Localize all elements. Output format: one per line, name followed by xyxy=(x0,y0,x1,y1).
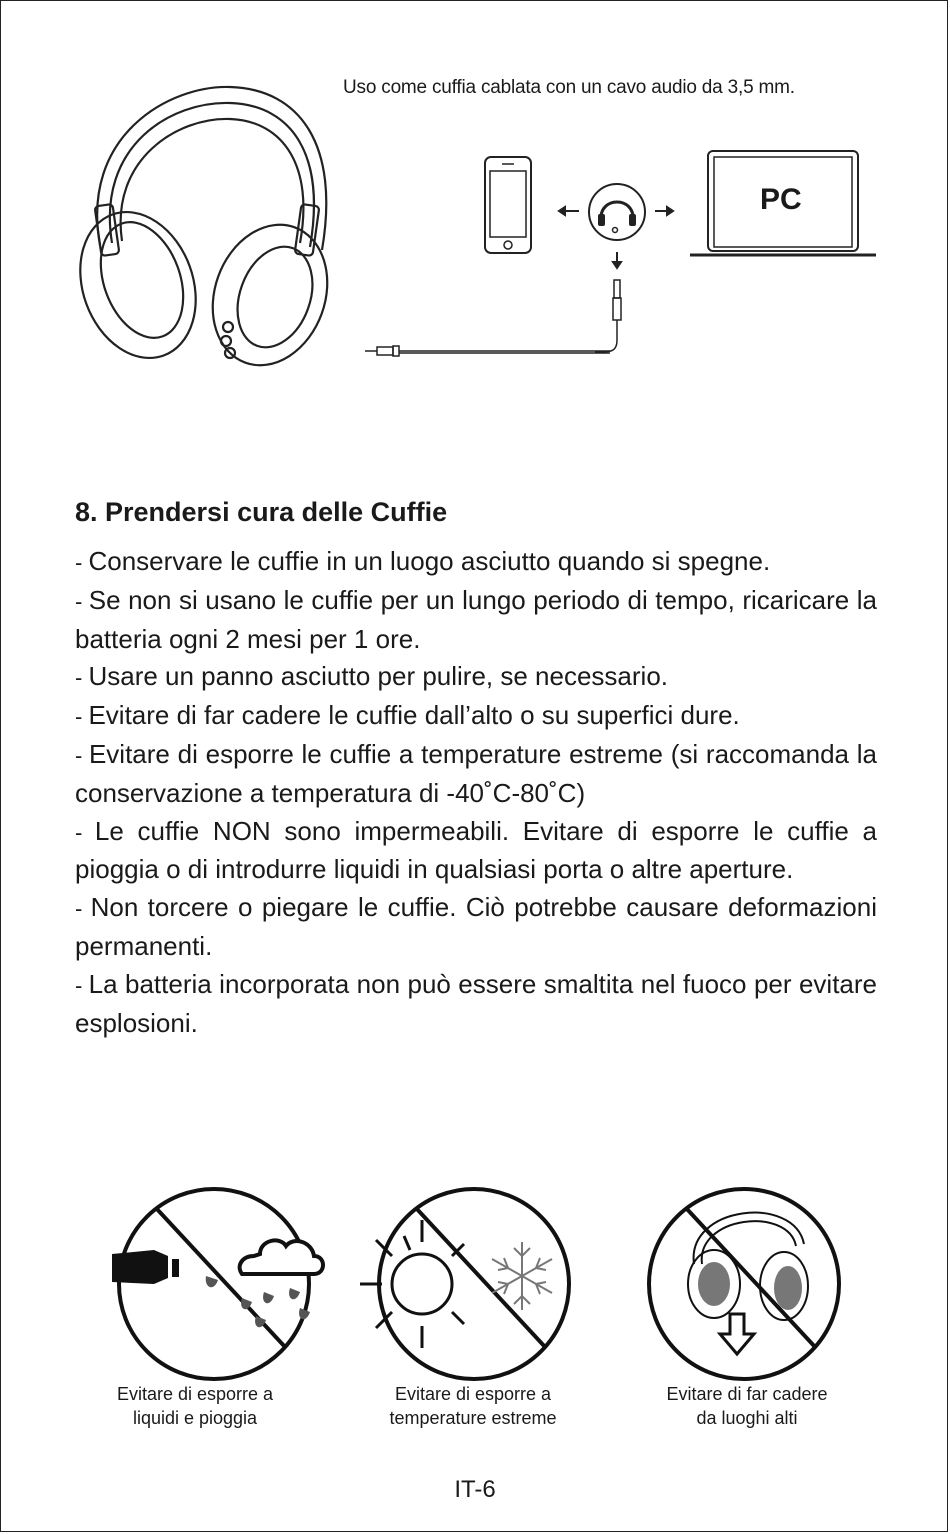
no-drop-icon xyxy=(644,1184,844,1384)
phone-icon xyxy=(483,155,533,255)
pc-label: PC xyxy=(760,183,802,216)
list-item: - Evitare di esporre le cuffie a temperature estreme (si raccomanda la conservazione a temperatura di -40˚C-80˚C) xyxy=(75,738,877,808)
no-extreme-temperature-icon xyxy=(374,1184,574,1384)
warning-caption-temperature: Evitare di esporre a temperature estreme xyxy=(389,1384,557,1428)
no-liquids-rain-icon xyxy=(114,1184,314,1384)
list-item: - Usare un panno asciutto per pulire, se necessario. xyxy=(75,661,669,692)
list-item: - Le cuffie NON sono impermeabili. Evitare di esporre le cuffie a pioggia o di introdurre liquidi in qualsiasi porta o altre aperture. xyxy=(75,815,877,885)
list-item: - Evitare di far cadere le cuffie dall’alto o su superfici dure. xyxy=(75,700,740,731)
list-item: - Conservare le cuffie in un luogo asciutto quando si spegne. xyxy=(75,546,771,576)
list-item: - Non torcere o piegare le cuffie. Ciò potrebbe causare deformazioni permanenti. xyxy=(75,892,877,961)
care-instructions xyxy=(75,543,877,1042)
section-heading: 8. Prendersi cura delle Cuffie xyxy=(75,497,448,527)
diagram-caption: Uso come cuffia cablata con un cavo audio da 3,5 mm. xyxy=(343,77,795,98)
list-item: - La batteria incorporata non può essere smaltita nel fuoco per evitare esplosioni. xyxy=(75,968,877,1038)
list-item: - Se non si usano le cuffie per un lungo periodo di tempo, ricaricare la batteria ogni 2 mesi per 1 ore. xyxy=(75,584,877,654)
audio-cable xyxy=(365,342,625,362)
warning-caption-drop: Evitare di far cadere da luoghi alti xyxy=(666,1384,828,1428)
headphones-illustration xyxy=(60,75,390,375)
page-number: IT-6 xyxy=(454,1476,496,1503)
warning-caption-liquids: Evitare di esporre a liquidi e pioggia xyxy=(116,1384,274,1428)
